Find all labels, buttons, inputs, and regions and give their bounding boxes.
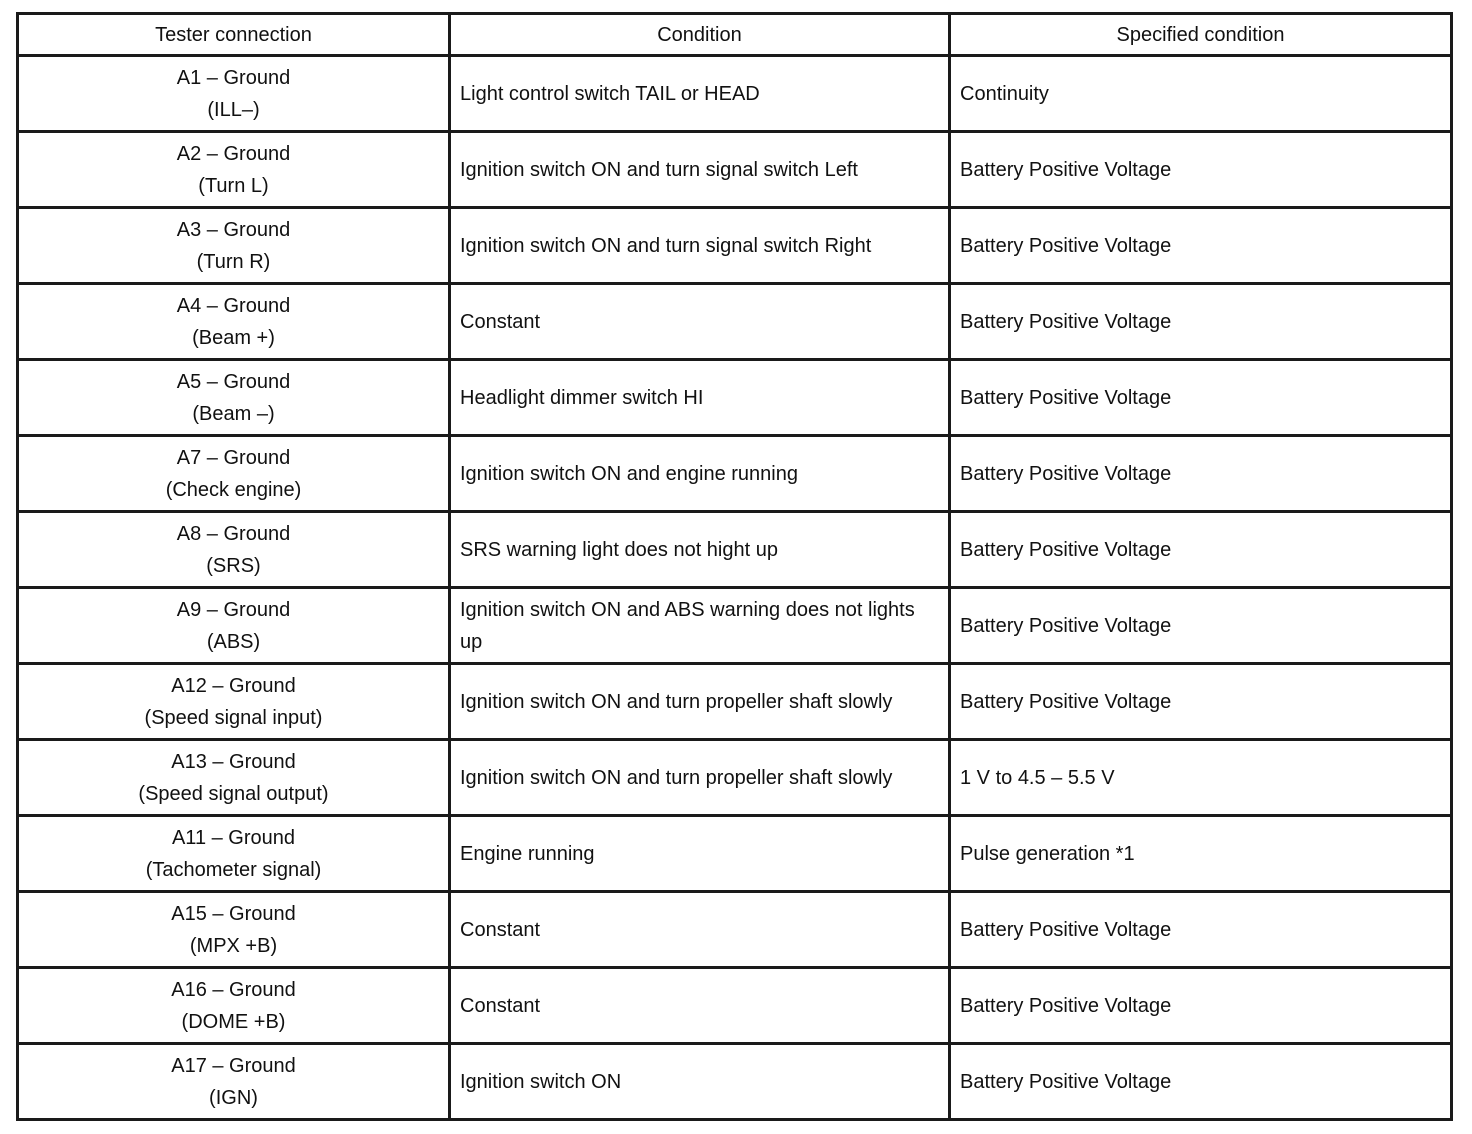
tester-connection-cell [18, 436, 450, 512]
table-row [18, 208, 1452, 284]
header-specified-condition: Specified condition [950, 14, 1452, 56]
terminal-label: A13 – Ground [171, 750, 296, 773]
condition-cell: Ignition switch ON and turn propeller shaft slowly [450, 740, 950, 816]
condition-cell: Constant [450, 968, 950, 1044]
terminal-label: A8 – Ground [176, 522, 291, 545]
tester-connection-cell [18, 740, 450, 816]
signal-label: (IGN) [209, 1086, 258, 1109]
terminal-label: A11 – Ground [171, 826, 296, 849]
table-row [18, 284, 1452, 360]
condition-cell: SRS warning light does not hight up [450, 512, 950, 588]
table-row [18, 436, 1452, 512]
signal-label: (Speed signal output) [138, 782, 329, 805]
table-row [18, 1044, 1452, 1120]
signal-label: (Turn R) [196, 250, 271, 273]
condition-cell: Light control switch TAIL or HEAD [450, 56, 950, 132]
tester-connection-cell [18, 56, 450, 132]
signal-label: (MPX +B) [189, 934, 278, 957]
table-row [18, 56, 1452, 132]
tester-connection-cell [18, 816, 450, 892]
condition-cell: Ignition switch ON and engine running [450, 436, 950, 512]
signal-label: (Tachometer signal) [145, 858, 322, 881]
terminal-label: A16 – Ground [171, 978, 296, 1001]
table-row [18, 816, 1452, 892]
table-header [18, 14, 1452, 56]
signal-label: (Beam –) [192, 402, 275, 425]
table-row [18, 588, 1452, 664]
condition-cell: Ignition switch ON and turn signal switch Left [450, 132, 950, 208]
tester-connection-cell [18, 1044, 450, 1120]
terminal-label: A9 – Ground [176, 598, 291, 621]
terminal-label: A17 – Ground [171, 1054, 296, 1077]
specified-condition-cell: 1 V to 4.5 – 5.5 V [950, 740, 1452, 816]
signal-label: (ILL–) [207, 98, 260, 121]
specified-condition-cell: Continuity [950, 56, 1452, 132]
specified-condition-cell: Battery Positive Voltage [950, 512, 1452, 588]
table-row [18, 740, 1452, 816]
specified-condition-cell: Battery Positive Voltage [950, 284, 1452, 360]
table-row [18, 360, 1452, 436]
table-row [18, 892, 1452, 968]
table-row [18, 664, 1452, 740]
tester-connection-cell [18, 208, 450, 284]
terminal-label: A1 – Ground [176, 66, 291, 89]
terminal-label: A3 – Ground [176, 218, 291, 241]
terminal-label: A4 – Ground [176, 294, 291, 317]
signal-label: (DOME +B) [181, 1010, 286, 1033]
signal-label: (SRS) [206, 554, 261, 577]
table-row [18, 512, 1452, 588]
header-tester-connection: Tester connection [18, 14, 450, 56]
specified-condition-cell: Battery Positive Voltage [950, 892, 1452, 968]
condition-cell: Ignition switch ON [450, 1044, 950, 1120]
signal-label: (ABS) [206, 630, 261, 653]
condition-cell: Engine running [450, 816, 950, 892]
terminal-label: A2 – Ground [176, 142, 291, 165]
table-body [18, 56, 1452, 1120]
specified-condition-cell: Battery Positive Voltage [950, 132, 1452, 208]
terminal-label: A7 – Ground [176, 446, 291, 469]
signal-label: (Check engine) [165, 478, 302, 501]
tester-connection-cell [18, 588, 450, 664]
tester-connection-cell [18, 664, 450, 740]
specified-condition-cell: Pulse generation *1 [950, 816, 1452, 892]
specified-condition-cell: Battery Positive Voltage [950, 1044, 1452, 1120]
tester-connection-cell [18, 892, 450, 968]
specified-condition-cell: Battery Positive Voltage [950, 208, 1452, 284]
condition-cell: Ignition switch ON and turn propeller shaft slowly [450, 664, 950, 740]
signal-label: (Beam +) [192, 326, 275, 349]
tester-connection-table [16, 12, 1453, 1121]
table-row [18, 968, 1452, 1044]
specified-condition-cell: Battery Positive Voltage [950, 588, 1452, 664]
table-row [18, 132, 1452, 208]
specified-condition-cell: Battery Positive Voltage [950, 664, 1452, 740]
tester-connection-cell [18, 968, 450, 1044]
specified-condition-cell: Battery Positive Voltage [950, 360, 1452, 436]
tester-connection-cell [18, 360, 450, 436]
tester-connection-cell [18, 132, 450, 208]
header-row [18, 14, 1452, 56]
condition-cell: Headlight dimmer switch HI [450, 360, 950, 436]
terminal-label: A5 – Ground [176, 370, 291, 393]
tester-connection-cell [18, 284, 450, 360]
condition-cell: Ignition switch ON and turn signal switch Right [450, 208, 950, 284]
specified-condition-cell: Battery Positive Voltage [950, 968, 1452, 1044]
condition-cell: Constant [450, 892, 950, 968]
specified-condition-cell: Battery Positive Voltage [950, 436, 1452, 512]
signal-label: (Turn L) [198, 174, 269, 197]
condition-cell: Ignition switch ON and ABS warning does not lights up [450, 588, 950, 664]
condition-cell: Constant [450, 284, 950, 360]
terminal-label: A12 – Ground [171, 674, 296, 697]
terminal-label: A15 – Ground [171, 902, 296, 925]
tester-connection-cell [18, 512, 450, 588]
header-condition: Condition [450, 14, 950, 56]
signal-label: (Speed signal input) [144, 706, 323, 729]
